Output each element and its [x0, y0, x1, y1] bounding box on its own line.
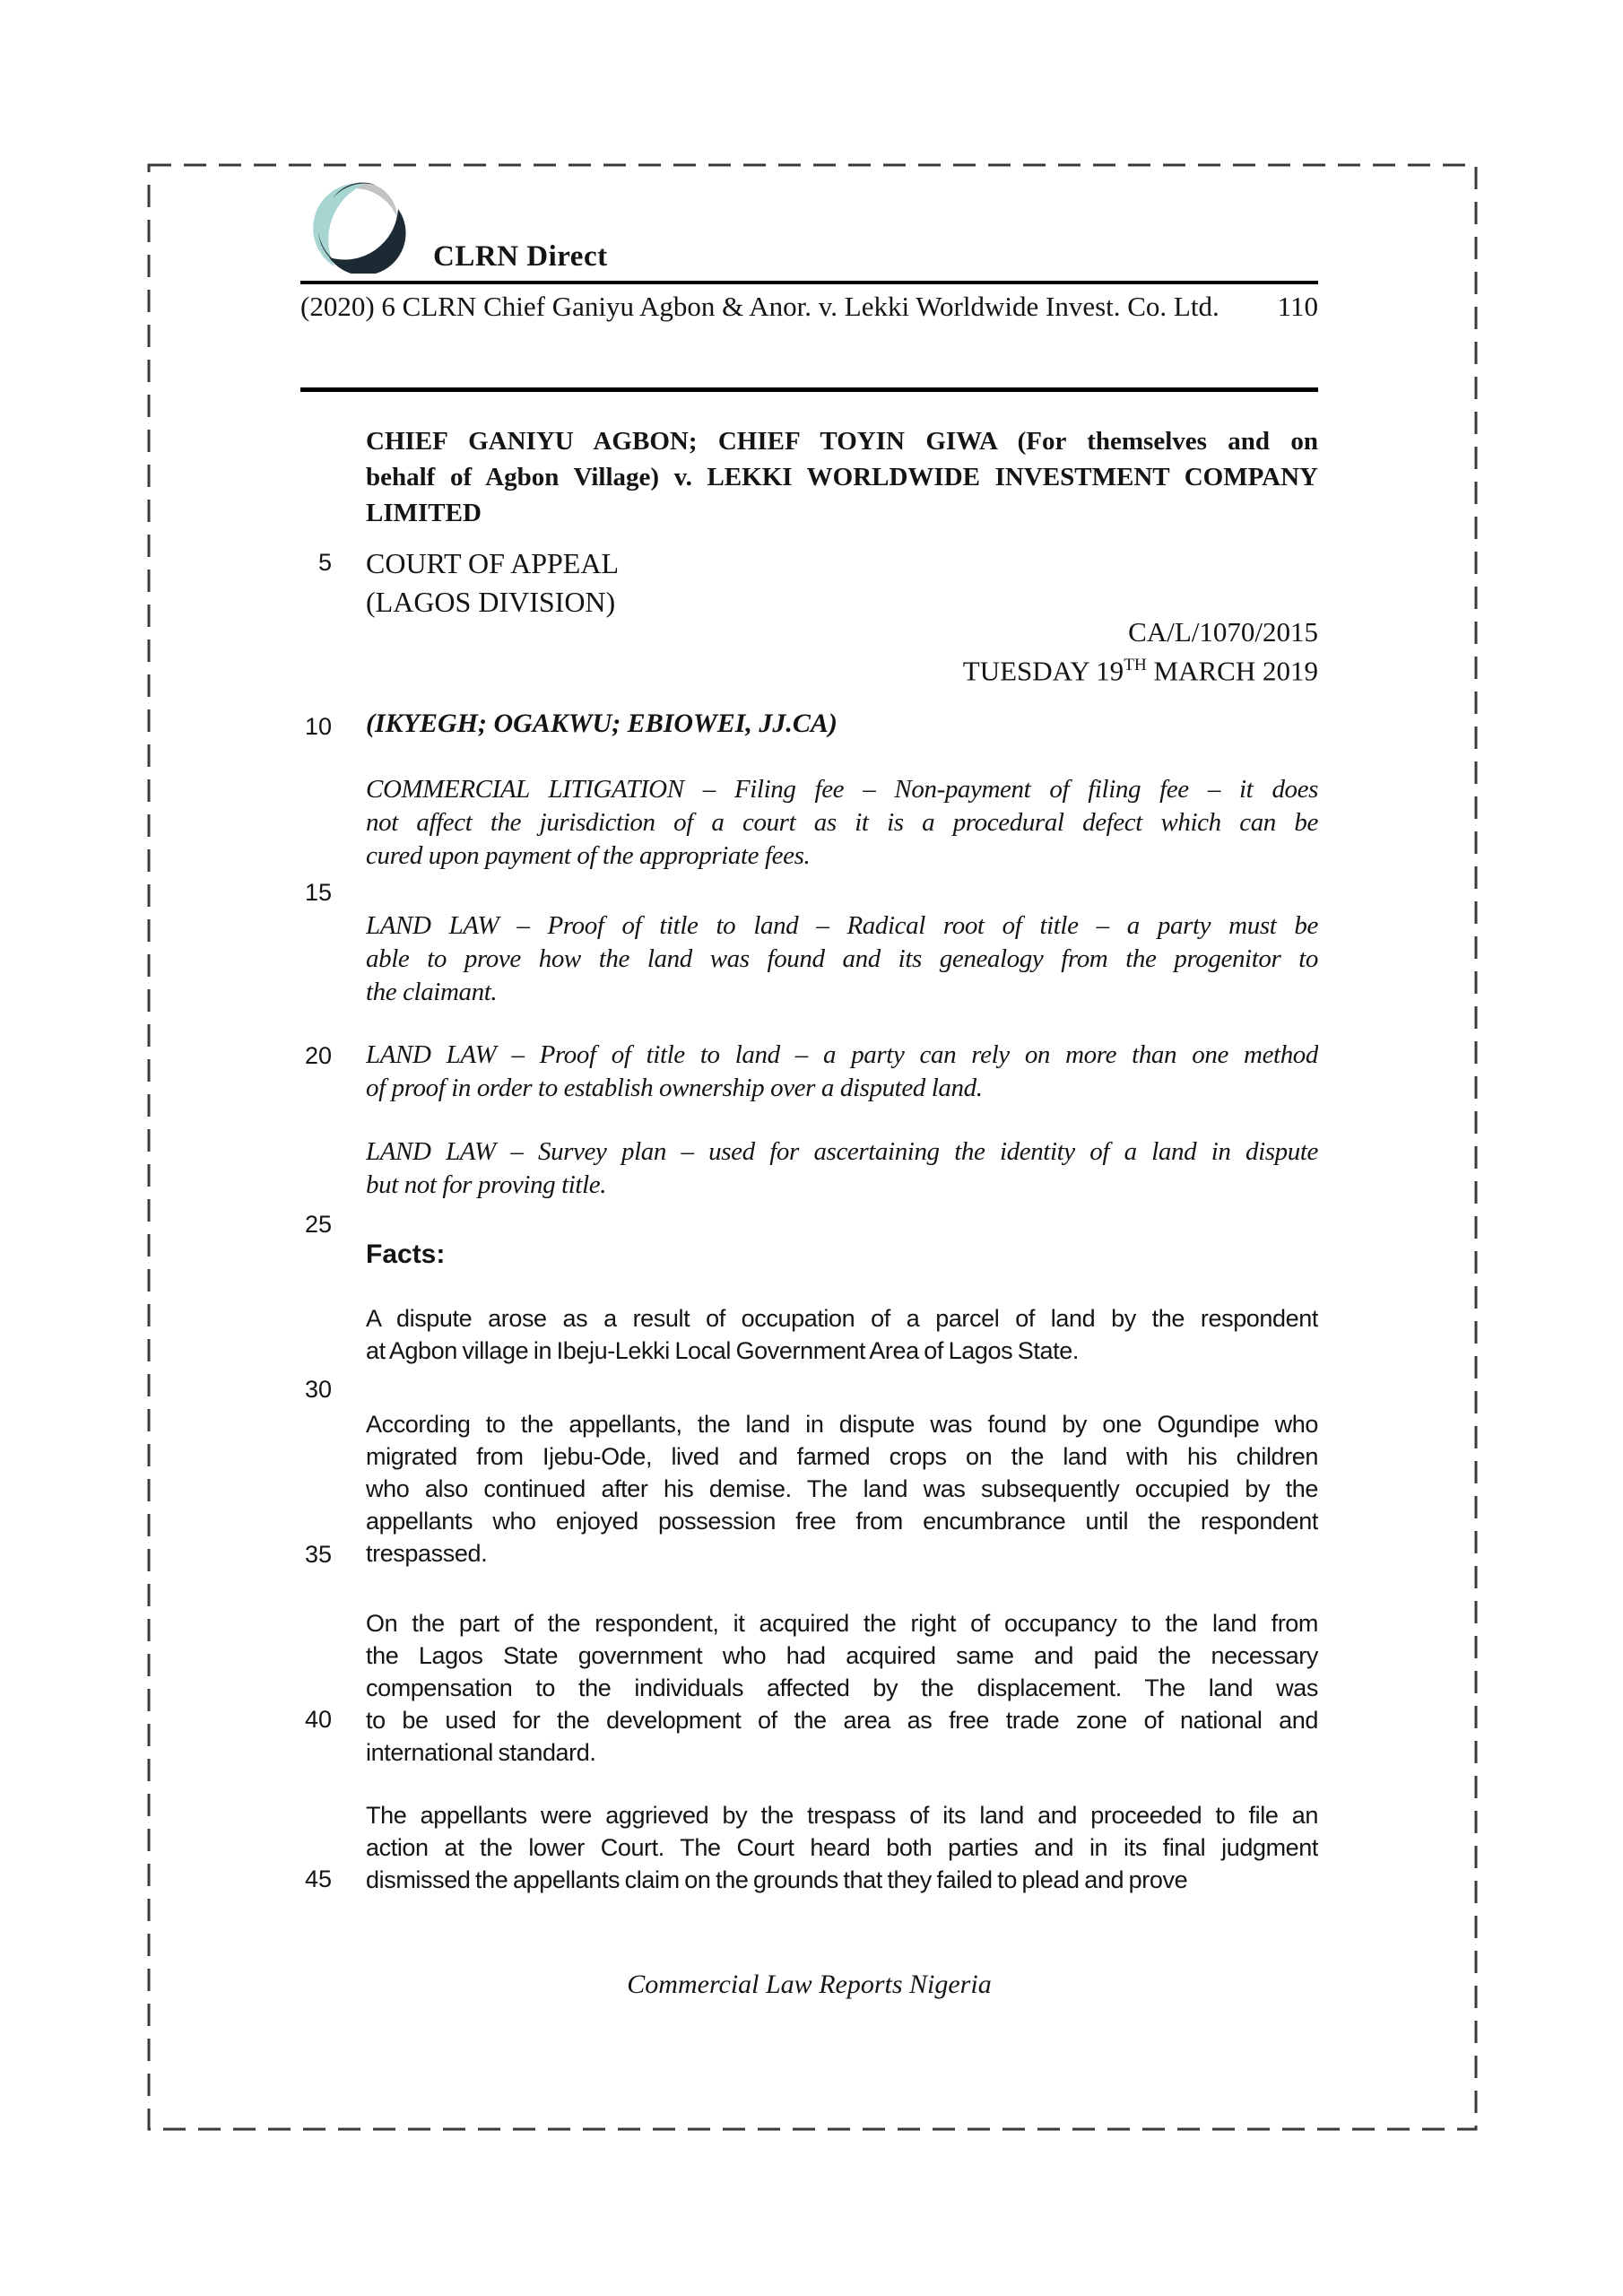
judgment-date: TUESDAY 19TH MARCH 2019 [962, 655, 1318, 687]
line-number: 40 [304, 1706, 332, 1733]
case-number: CA/L/1070/2015 [1128, 616, 1318, 648]
line-number: 5 [317, 549, 332, 576]
logo-dark-arc [329, 209, 406, 274]
line-number: 45 [304, 1866, 332, 1892]
text-line: not affect the jurisdiction of a court as it is a procedural defect which can be [366, 808, 1318, 837]
text-line: the Lagos State government who had acquired same and paid the necessary [366, 1642, 1318, 1669]
line-number: 15 [304, 879, 332, 906]
text-line: of proof in order to establish ownership over a disputed land. [366, 1074, 983, 1102]
line-number: 35 [304, 1541, 332, 1568]
footer-imprint: Commercial Law Reports Nigeria [627, 1970, 992, 1999]
text-line: dismissed the appellants claim on the grounds that they failed to plead and prove [366, 1866, 1188, 1893]
case-number-block [963, 615, 1318, 687]
text-line: trespassed. [366, 1540, 488, 1567]
text-line: CHIEF GANIYU AGBON; CHIEF TOYIN GIWA (For themselves and on [366, 427, 1318, 456]
title-rule [300, 387, 1318, 392]
clrn-logo-icon [311, 182, 406, 274]
text-line: LAND LAW – Survey plan – used for ascertaining the identity of a land in dispute [366, 1137, 1318, 1166]
text-line: COMMERCIAL LITIGATION – Filing fee – Non-payment of filing fee – it does [366, 775, 1318, 804]
facts-paragraph [366, 1607, 1318, 1769]
facts-paragraph [366, 1408, 1318, 1570]
catchword-land-law-methods-of-proof [366, 1039, 1318, 1105]
judges-line: (IKYEGH; OGAKWU; EBIOWEI, JJ.CA) [366, 709, 838, 738]
text-line: at Agbon village in Ibeju-Lekki Local Government Area of Lagos State. [366, 1337, 1079, 1364]
line-number: 25 [304, 1211, 332, 1238]
line-number: 10 [304, 713, 332, 740]
text-line: to be used for the development of the area as free trade zone of national and [366, 1707, 1318, 1734]
text-line: migrated from Ijebu-Ode, lived and farmed crops on the land with his children [366, 1443, 1318, 1470]
facts-heading: Facts: [366, 1239, 446, 1269]
facts-paragraph [366, 1302, 1318, 1367]
text-line: who also continued after his demise. The land was subsequently occupied by the [366, 1475, 1318, 1502]
header-rule [300, 281, 1318, 284]
brand-title: CLRN Direct [433, 240, 608, 273]
text-line: On the part of the respondent, it acquired the right of occupancy to the land from [366, 1610, 1318, 1637]
facts-paragraph [366, 1799, 1318, 1896]
line-number: 30 [304, 1376, 332, 1403]
citation-text: (2020) 6 CLRN Chief Ganiyu Agbon & Anor. v. Lekki Worldwide Invest. Co. Ltd. [300, 291, 1219, 322]
running-header [300, 291, 1318, 323]
court-block [366, 544, 1318, 622]
text-line: appellants who enjoyed possession free from encumbrance until the respondent [366, 1508, 1318, 1535]
text-line: According to the appellants, the land in dispute was found by one Ogundipe who [366, 1411, 1318, 1438]
court-name: COURT OF APPEAL [366, 547, 619, 579]
text-line: the claimant. [366, 978, 498, 1006]
court-division: (LAGOS DIVISION) [366, 586, 616, 618]
page-number: 110 [1277, 291, 1318, 322]
case-title [366, 423, 1318, 531]
text-line: able to prove how the land was found and its genealogy from the progenitor to [366, 944, 1318, 973]
text-line: cured upon payment of the appropriate fees. [366, 841, 811, 870]
text-line: LIMITED [366, 499, 482, 527]
text-line: behalf of Agbon Village) v. LEKKI WORLDWIDE INVESTMENT COMPANY [366, 463, 1318, 491]
date-ordinal: TH [1124, 656, 1147, 674]
text-line: compensation to the individuals affected by the displacement. The land was [366, 1674, 1318, 1701]
text-line: A dispute arose as a result of occupation of a parcel of land by the respondent [366, 1305, 1318, 1332]
text-line: but not for proving title. [366, 1170, 607, 1199]
text-line: action at the lower Court. The Court heard both parties and in its final judgment [366, 1834, 1318, 1861]
catchword-land-law-survey-plan [366, 1135, 1318, 1202]
logo-teal-arc [313, 183, 365, 266]
text-line: The appellants were aggrieved by the trespass of its land and proceeded to file an [366, 1802, 1318, 1829]
text-line: international standard. [366, 1739, 596, 1766]
catchword-commercial-litigation [366, 773, 1318, 873]
catchword-land-law-radical-root [366, 909, 1318, 1009]
line-number: 20 [304, 1042, 332, 1069]
text-line: LAND LAW – Proof of title to land – Radical root of title – a party must be [366, 911, 1318, 940]
text-line: LAND LAW – Proof of title to land – a party can rely on more than one method [366, 1040, 1318, 1069]
